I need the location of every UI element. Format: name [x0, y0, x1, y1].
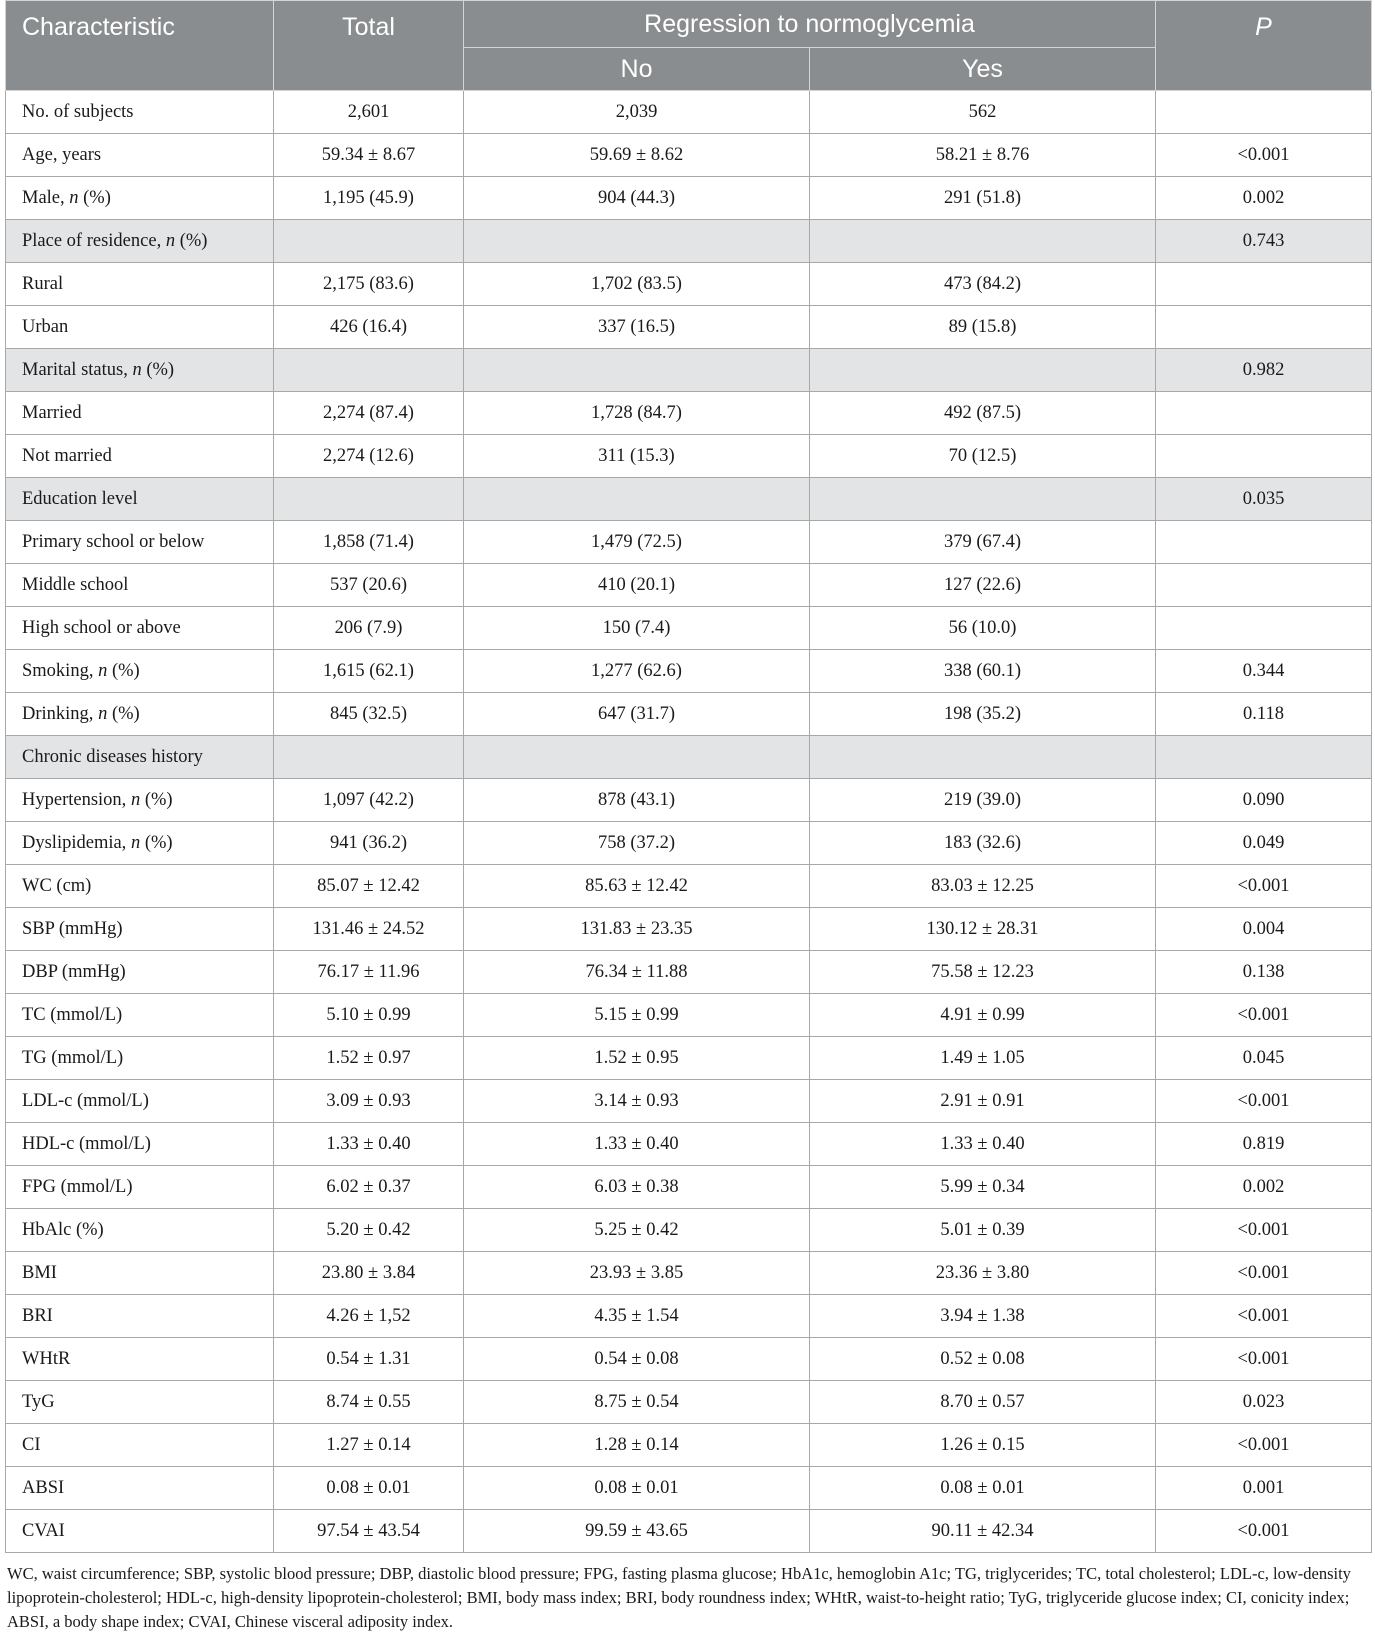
cell-p: [1156, 564, 1372, 607]
cell-no: 8.75 ± 0.54: [464, 1381, 810, 1424]
cell-p: <0.001: [1156, 134, 1372, 177]
cell-yes: 1.33 ± 0.40: [810, 1123, 1156, 1166]
header-p-value: P: [1156, 1, 1372, 91]
row-label-text: HbAlc (%): [22, 1219, 104, 1240]
row-label-text: Dyslipidemia,: [22, 832, 131, 853]
cell-no: 1,277 (62.6): [464, 650, 810, 693]
header-characteristic: Characteristic: [6, 1, 274, 91]
table-row: [6, 994, 1372, 1037]
row-label: [6, 736, 274, 779]
cell-p: [1156, 435, 1372, 478]
cell-yes: 1.26 ± 0.15: [810, 1424, 1156, 1467]
row-label: [6, 177, 274, 220]
table-row: [6, 263, 1372, 306]
cell-total: 6.02 ± 0.37: [274, 1166, 464, 1209]
cell-yes: 23.36 ± 3.80: [810, 1252, 1156, 1295]
row-label-text: Rural: [22, 273, 64, 294]
row-label-text: Primary school or below: [22, 531, 205, 552]
table-row: [6, 521, 1372, 564]
cell-p: <0.001: [1156, 865, 1372, 908]
row-label-suffix: (%): [140, 832, 173, 853]
row-label-text: Smoking,: [22, 660, 99, 681]
cell-p: [1156, 263, 1372, 306]
row-label-suffix: (%): [141, 359, 175, 380]
cell-total: [274, 478, 464, 521]
cell-p: 0.138: [1156, 951, 1372, 994]
cell-total: 2,274 (12.6): [274, 435, 464, 478]
cell-p: 0.045: [1156, 1037, 1372, 1080]
row-label: [6, 1295, 274, 1338]
cell-yes: 338 (60.1): [810, 650, 1156, 693]
cell-no: 1,702 (83.5): [464, 263, 810, 306]
table-row: [6, 693, 1372, 736]
row-label: [6, 392, 274, 435]
row-label-text: TG (mmol/L): [22, 1047, 124, 1068]
row-label-text: Place of residence,: [22, 230, 166, 251]
cell-no: 758 (37.2): [464, 822, 810, 865]
cell-total: 1,615 (62.1): [274, 650, 464, 693]
cell-no: 337 (16.5): [464, 306, 810, 349]
cell-yes: [810, 220, 1156, 263]
cell-no: 85.63 ± 12.42: [464, 865, 810, 908]
cell-total: 3.09 ± 0.93: [274, 1080, 464, 1123]
row-label: [6, 1510, 274, 1553]
cell-total: 1,195 (45.9): [274, 177, 464, 220]
row-label-text: WC (cm): [22, 875, 92, 896]
table-row: [6, 822, 1372, 865]
table-row: [6, 177, 1372, 220]
cell-yes: 5.01 ± 0.39: [810, 1209, 1156, 1252]
cell-no: 131.83 ± 23.35: [464, 908, 810, 951]
table-row: [6, 1467, 1372, 1510]
table-row: [6, 951, 1372, 994]
cell-p: 0.049: [1156, 822, 1372, 865]
row-label-italic: n: [98, 703, 108, 724]
cell-no: [464, 478, 810, 521]
cell-total: 941 (36.2): [274, 822, 464, 865]
table-row: [6, 1424, 1372, 1467]
cell-no: 647 (31.7): [464, 693, 810, 736]
row-label: [6, 1381, 274, 1424]
cell-yes: 5.99 ± 0.34: [810, 1166, 1156, 1209]
cell-p: 0.344: [1156, 650, 1372, 693]
table-row: [6, 1381, 1372, 1424]
table-row: [6, 865, 1372, 908]
row-label: [6, 564, 274, 607]
cell-p: [1156, 736, 1372, 779]
row-label-text: Marital status,: [22, 359, 133, 380]
cell-yes: 90.11 ± 42.34: [810, 1510, 1156, 1553]
row-label: [6, 91, 274, 134]
row-label: [6, 1467, 274, 1510]
cell-yes: 0.08 ± 0.01: [810, 1467, 1156, 1510]
cell-yes: 70 (12.5): [810, 435, 1156, 478]
cell-p: <0.001: [1156, 1080, 1372, 1123]
cell-yes: 1.49 ± 1.05: [810, 1037, 1156, 1080]
table-row: [6, 1166, 1372, 1209]
cell-total: 426 (16.4): [274, 306, 464, 349]
table-group-row: [6, 349, 1372, 392]
row-label-text: High school or above: [22, 617, 181, 638]
cell-p: <0.001: [1156, 1252, 1372, 1295]
cell-yes: 379 (67.4): [810, 521, 1156, 564]
row-label-suffix: (%): [175, 230, 208, 251]
cell-no: 878 (43.1): [464, 779, 810, 822]
row-label-text: Hypertension,: [22, 789, 131, 810]
row-label-text: Chronic diseases history: [22, 746, 203, 767]
row-label-text: Urban: [22, 316, 69, 337]
cell-p: 0.023: [1156, 1381, 1372, 1424]
cell-total: 5.20 ± 0.42: [274, 1209, 464, 1252]
cell-yes: 198 (35.2): [810, 693, 1156, 736]
row-label: [6, 908, 274, 951]
row-label: [6, 822, 274, 865]
cell-p: 0.004: [1156, 908, 1372, 951]
cell-yes: 8.70 ± 0.57: [810, 1381, 1156, 1424]
row-label: [6, 779, 274, 822]
cell-p: <0.001: [1156, 1424, 1372, 1467]
cell-yes: 56 (10.0): [810, 607, 1156, 650]
table-container: [5, 0, 1371, 1634]
row-label: [6, 306, 274, 349]
row-label-text: Married: [22, 402, 82, 423]
cell-total: 0.54 ± 1.31: [274, 1338, 464, 1381]
cell-p: <0.001: [1156, 1510, 1372, 1553]
cell-no: 99.59 ± 43.65: [464, 1510, 810, 1553]
row-label: [6, 1252, 274, 1295]
cell-no: 76.34 ± 11.88: [464, 951, 810, 994]
row-label-text: Drinking,: [22, 703, 99, 724]
row-label-text: CVAI: [22, 1520, 65, 1541]
cell-total: 23.80 ± 3.84: [274, 1252, 464, 1295]
cell-p: [1156, 521, 1372, 564]
table-group-row: [6, 220, 1372, 263]
cell-total: 131.46 ± 24.52: [274, 908, 464, 951]
table-row: [6, 650, 1372, 693]
cell-yes: 4.91 ± 0.99: [810, 994, 1156, 1037]
header-total: Total: [274, 1, 464, 91]
row-label-text: Male,: [22, 187, 70, 208]
cell-yes: 492 (87.5): [810, 392, 1156, 435]
table-row: [6, 134, 1372, 177]
row-label-text: LDL-c (mmol/L): [22, 1090, 149, 1111]
row-label: [6, 865, 274, 908]
row-label: [6, 220, 274, 263]
cell-yes: 130.12 ± 28.31: [810, 908, 1156, 951]
row-label-text: TC (mmol/L): [22, 1004, 123, 1025]
cell-total: [274, 220, 464, 263]
table-row: [6, 1338, 1372, 1381]
row-label-suffix: (%): [140, 789, 173, 810]
row-label: [6, 607, 274, 650]
row-label: [6, 478, 274, 521]
table-body: [6, 91, 1372, 1553]
table-row: [6, 1252, 1372, 1295]
row-label: [6, 650, 274, 693]
cell-total: 206 (7.9): [274, 607, 464, 650]
row-label-italic: n: [165, 230, 176, 251]
cell-p: [1156, 91, 1372, 134]
header-yes: Yes: [810, 48, 1156, 91]
cell-no: 23.93 ± 3.85: [464, 1252, 810, 1295]
cell-total: 1.27 ± 0.14: [274, 1424, 464, 1467]
cell-no: 150 (7.4): [464, 607, 810, 650]
row-label: [6, 1123, 274, 1166]
row-label-italic: n: [98, 660, 108, 681]
table-row: [6, 1209, 1372, 1252]
cell-total: 59.34 ± 8.67: [274, 134, 464, 177]
cell-yes: [810, 478, 1156, 521]
row-label-text: FPG (mmol/L): [22, 1176, 133, 1197]
cell-p: 0.118: [1156, 693, 1372, 736]
cell-total: 537 (20.6): [274, 564, 464, 607]
cell-no: 6.03 ± 0.38: [464, 1166, 810, 1209]
row-label-text: WHtR: [22, 1348, 71, 1369]
cell-total: [274, 736, 464, 779]
row-label-text: Age, years: [22, 144, 102, 165]
cell-yes: 75.58 ± 12.23: [810, 951, 1156, 994]
cell-p: <0.001: [1156, 1338, 1372, 1381]
cell-yes: 3.94 ± 1.38: [810, 1295, 1156, 1338]
table-row: [6, 607, 1372, 650]
cell-total: [274, 349, 464, 392]
cell-no: 1,728 (84.7): [464, 392, 810, 435]
row-label-suffix: (%): [107, 660, 140, 681]
cell-no: [464, 349, 810, 392]
header-regression-group: Regression to normoglycemia: [464, 1, 1156, 48]
cell-p: <0.001: [1156, 994, 1372, 1037]
row-label-text: Not married: [22, 445, 112, 466]
cell-yes: 219 (39.0): [810, 779, 1156, 822]
cell-total: 1,097 (42.2): [274, 779, 464, 822]
row-label: [6, 134, 274, 177]
row-label: [6, 1424, 274, 1467]
row-label-text: BRI: [22, 1305, 53, 1326]
cell-no: [464, 736, 810, 779]
cell-total: 1.33 ± 0.40: [274, 1123, 464, 1166]
cell-p: [1156, 392, 1372, 435]
cell-total: 0.08 ± 0.01: [274, 1467, 464, 1510]
cell-p: 0.002: [1156, 1166, 1372, 1209]
row-label: [6, 951, 274, 994]
cell-no: 1,479 (72.5): [464, 521, 810, 564]
cell-p: 0.819: [1156, 1123, 1372, 1166]
row-label-suffix: (%): [107, 703, 140, 724]
row-label-text: CI: [22, 1434, 41, 1455]
table-row: [6, 306, 1372, 349]
cell-no: 1.28 ± 0.14: [464, 1424, 810, 1467]
cell-yes: 562: [810, 91, 1156, 134]
cell-p: 0.743: [1156, 220, 1372, 263]
cell-yes: 2.91 ± 0.91: [810, 1080, 1156, 1123]
cell-total: 5.10 ± 0.99: [274, 994, 464, 1037]
row-label-text: SBP (mmHg): [22, 918, 123, 939]
cell-total: 4.26 ± 1,52: [274, 1295, 464, 1338]
cell-yes: 291 (51.8): [810, 177, 1156, 220]
cell-total: 8.74 ± 0.55: [274, 1381, 464, 1424]
cell-p: 0.002: [1156, 177, 1372, 220]
cell-total: 76.17 ± 11.96: [274, 951, 464, 994]
table-row: [6, 1080, 1372, 1123]
cell-yes: 58.21 ± 8.76: [810, 134, 1156, 177]
table-group-row: [6, 736, 1372, 779]
row-label: [6, 1338, 274, 1381]
cell-total: 2,601: [274, 91, 464, 134]
cell-total: 2,274 (87.4): [274, 392, 464, 435]
cell-total: 1,858 (71.4): [274, 521, 464, 564]
header-no: No: [464, 48, 810, 91]
cell-no: 0.08 ± 0.01: [464, 1467, 810, 1510]
row-label-text: HDL-c (mmol/L): [22, 1133, 151, 1154]
cell-no: 4.35 ± 1.54: [464, 1295, 810, 1338]
table-header: [6, 1, 1372, 91]
row-label-text: Middle school: [22, 574, 129, 595]
cell-total: 2,175 (83.6): [274, 263, 464, 306]
cell-p: <0.001: [1156, 1295, 1372, 1338]
cell-no: 0.54 ± 0.08: [464, 1338, 810, 1381]
table-footnote: WC, waist circumference; SBP, systolic blood pressure; DBP, diastolic blood pressure; FPG, fasting plasma glucose; HbA1c, hemoglobin A1c; TG, triglycerides; TC, total cholesterol; LDL-c, low-density lipoprotein-cholesterol; HDL-c, high-density lipoprotein-cholesterol; BMI, body mass index; BRI, body roundness index; WHtR, waist-to-height ratio; TyG, triglyceride glucose index; CI, conicity index; ABSI, a body shape index; CVAI, Chinese visceral adiposity index.: [7, 1564, 1351, 1631]
cell-no: 3.14 ± 0.93: [464, 1080, 810, 1123]
row-label: [6, 1080, 274, 1123]
table-row: [6, 392, 1372, 435]
row-label-italic: n: [130, 789, 141, 810]
row-label-text: Education level: [22, 488, 138, 509]
cell-total: 97.54 ± 43.54: [274, 1510, 464, 1553]
row-label: [6, 349, 274, 392]
cell-p: <0.001: [1156, 1209, 1372, 1252]
row-label-text: BMI: [22, 1262, 57, 1283]
row-label: [6, 994, 274, 1037]
cell-no: 904 (44.3): [464, 177, 810, 220]
row-label: [6, 1209, 274, 1252]
cell-yes: [810, 349, 1156, 392]
table-group-row: [6, 478, 1372, 521]
row-label-italic: n: [69, 187, 79, 208]
row-label-italic: n: [132, 359, 142, 380]
row-label-italic: n: [130, 832, 141, 853]
row-label: [6, 435, 274, 478]
table-row: [6, 1295, 1372, 1338]
row-label: [6, 263, 274, 306]
table-row: [6, 435, 1372, 478]
cell-total: 845 (32.5): [274, 693, 464, 736]
table-row: [6, 1037, 1372, 1080]
table-row: [6, 564, 1372, 607]
cell-p: [1156, 607, 1372, 650]
cell-total: 1.52 ± 0.97: [274, 1037, 464, 1080]
table-row: [6, 779, 1372, 822]
cell-no: 5.15 ± 0.99: [464, 994, 810, 1037]
cell-yes: 127 (22.6): [810, 564, 1156, 607]
table-row: [6, 1123, 1372, 1166]
row-label-text: TyG: [22, 1391, 55, 1412]
table-row: [6, 1510, 1372, 1553]
cell-no: 311 (15.3): [464, 435, 810, 478]
row-label: [6, 693, 274, 736]
cell-no: 5.25 ± 0.42: [464, 1209, 810, 1252]
cell-p: 0.001: [1156, 1467, 1372, 1510]
cell-p: 0.090: [1156, 779, 1372, 822]
cell-yes: 183 (32.6): [810, 822, 1156, 865]
cell-yes: 89 (15.8): [810, 306, 1156, 349]
row-label-text: ABSI: [22, 1477, 65, 1498]
cell-no: 410 (20.1): [464, 564, 810, 607]
cell-no: 1.33 ± 0.40: [464, 1123, 810, 1166]
characteristics-table: [5, 0, 1372, 1553]
table-row: [6, 908, 1372, 951]
row-label: [6, 521, 274, 564]
row-label: [6, 1037, 274, 1080]
cell-yes: [810, 736, 1156, 779]
table-row: [6, 91, 1372, 134]
row-label: [6, 1166, 274, 1209]
cell-yes: 83.03 ± 12.25: [810, 865, 1156, 908]
cell-yes: 0.52 ± 0.08: [810, 1338, 1156, 1381]
cell-no: 59.69 ± 8.62: [464, 134, 810, 177]
cell-p: 0.982: [1156, 349, 1372, 392]
cell-no: 2,039: [464, 91, 810, 134]
cell-p: [1156, 306, 1372, 349]
row-label-suffix: (%): [78, 187, 111, 208]
row-label-text: DBP (mmHg): [22, 961, 126, 982]
cell-no: [464, 220, 810, 263]
cell-yes: 473 (84.2): [810, 263, 1156, 306]
row-label-text: No. of subjects: [22, 101, 134, 122]
cell-no: 1.52 ± 0.95: [464, 1037, 810, 1080]
cell-total: 85.07 ± 12.42: [274, 865, 464, 908]
cell-p: 0.035: [1156, 478, 1372, 521]
